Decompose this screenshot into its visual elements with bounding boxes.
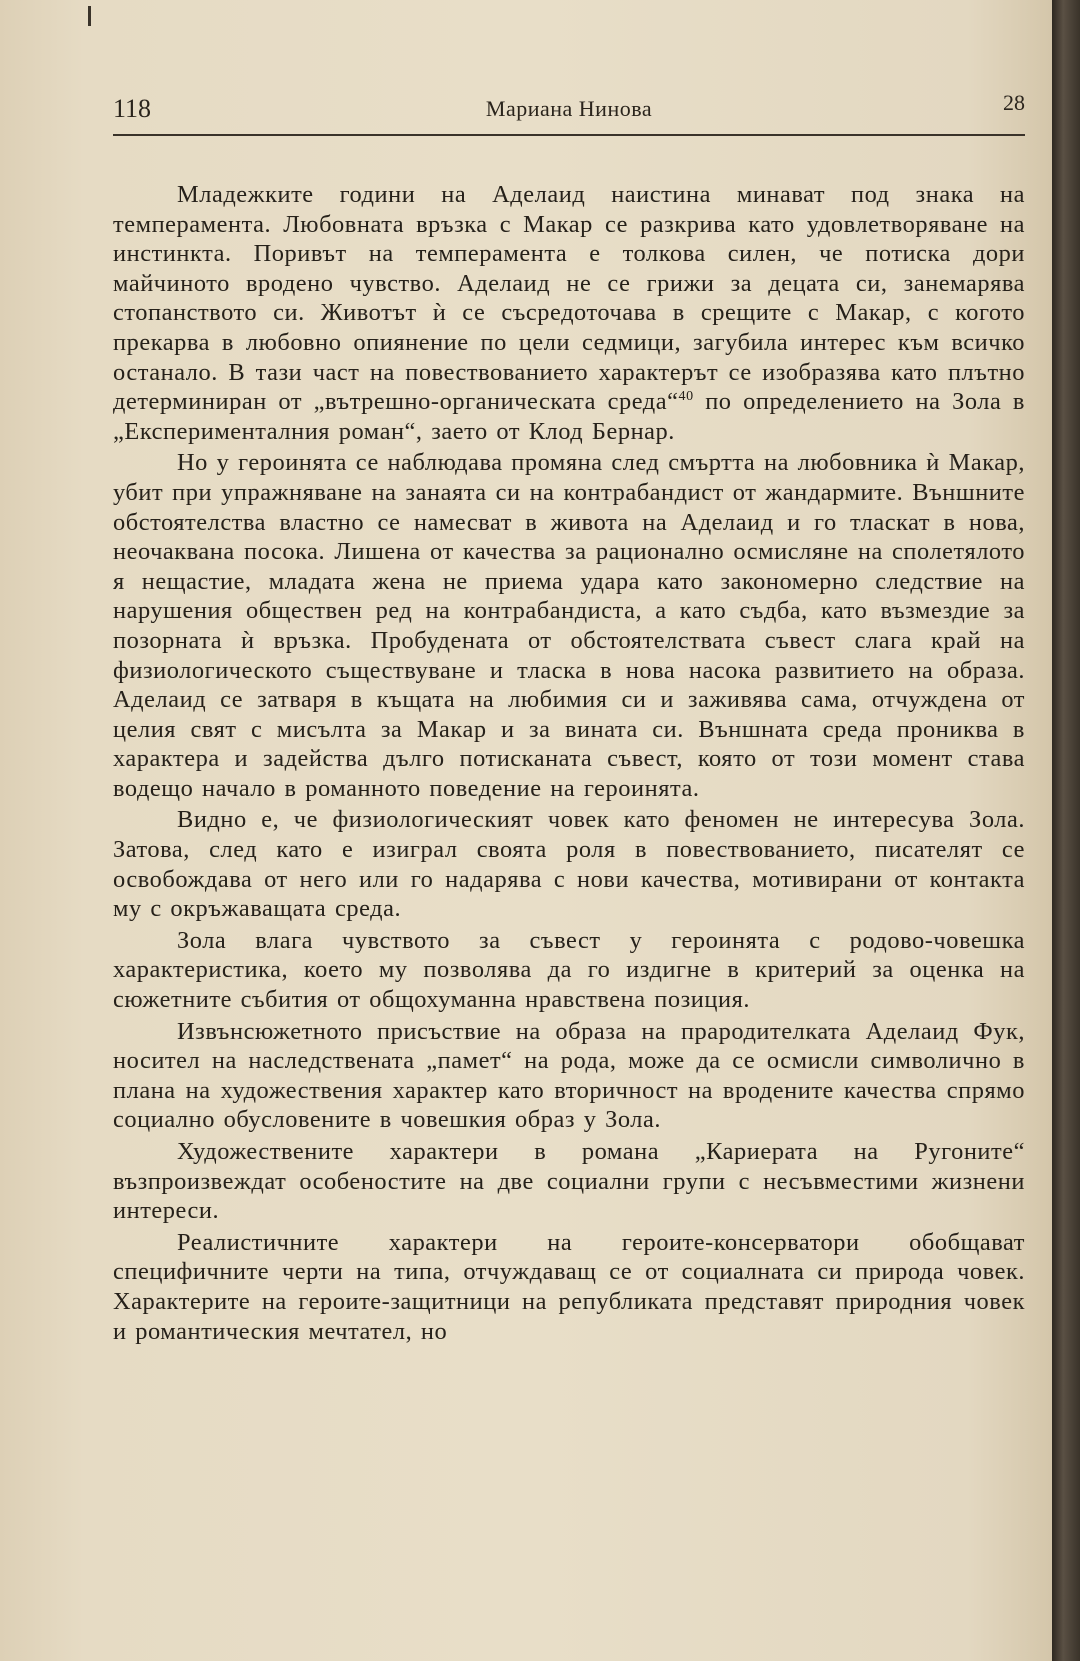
paragraph-6: Художествените характери в романа „Кариерата на Ругоните“ възпроизвеждат особеностите на две социални групи с несъвместими жизнени интереси. xyxy=(113,1138,1025,1225)
paragraph-1: Младежките години на Аделаид наистина минават под знака на темперамента. Любовната връзка с Макар се разкрива като удовлетворяване на инстинкта. Поривът на темперамента е толкова силен, че потиска дори майчиното вродено чувство. Аделаид не се грижи за децата си, занемарява стопанството си. Животът ѝ се съсредоточава в срещите с Макар, с когото прекарва в любовно опиянение по цели седмици, загубила интерес към всичко останало. В тази част на повествованието характерът се изобразява като плътно детерминиран от „вътрешно-органическата среда“$^{40}$ по определението на Зола в „Експерименталния роман“, заето от Клод Бернар. xyxy=(113,181,1025,445)
paragraph-2: Но у героинята се наблюдава промяна след смъртта на любовника ѝ Макар, убит при упражняване на занаята си на контрабандист от жандармите. Външните обстоятелства властно се намесват в живота на Аделаид и го тласкат в нова, неочаквана посока. Лишена от качества за рационално осмисляне на сполетялото я нещастие, младата жена не приема удара като закономерно следствие на нарушения обществен ред на контрабандиста, а като съдба, като възмездие за позорната ѝ връзка. Пробудената от обстоятелствата съвест слага край на физиологическото съществуване и тласка в нова насока развитието на образа. Аделаид се затваря в къщата на любимия си и заживява сама, отчуждена от целия свят с мисълта за Макар и за вината си. Външната среда прониква в характера и задейства дълго потисканата съвест, която от този момент става водещо начало в романното поведение на героинята. xyxy=(113,449,1025,802)
running-title: Мариана Нинова xyxy=(485,96,653,121)
page-edge xyxy=(1052,0,1080,1661)
body-text xyxy=(113,180,1025,1348)
footnote-marker: 40 xyxy=(678,389,694,405)
header-rule xyxy=(113,134,1025,136)
paragraph-4: Зола влага чувството за съвест у героинята с родово-човешка характеристика, което му позволява да го издигне в критерий за оценка на сюжетните събития от общохуманна нравствена позиция. xyxy=(113,926,1025,1014)
paragraph-5: Извънсюжетното присъствие на образа на прародителката Аделаид Фук, носител на наследствената „памет“ на рода, може да се осмисли символично в плана на художествения характер като вторичност на вродените качества спрямо социално обусловените в човешкия образ у Зола. xyxy=(113,1017,1025,1134)
page-header xyxy=(113,88,1025,128)
print-speck xyxy=(88,6,91,26)
paragraph-7: Реалистичните характери на героите-консерватори обобщават специфичните черти на типа, отчуждаващ се от социалната си природа човек. Характерите на героите-защитници на републиката представят природния човек и романтическия мечтател, но xyxy=(113,1228,1025,1345)
paragraph-3: Видно е, че физиологическият човек като феномен не интересува Зола. Затова, след като е изиграл своята роля в повествованието, писателят се освобождава от него или го надарява с нови качества, мотивирани от контакта му с окръжаващата среда. xyxy=(113,806,1025,923)
chapter-number: 28 xyxy=(1003,90,1025,115)
page-number: 118 xyxy=(113,94,152,123)
